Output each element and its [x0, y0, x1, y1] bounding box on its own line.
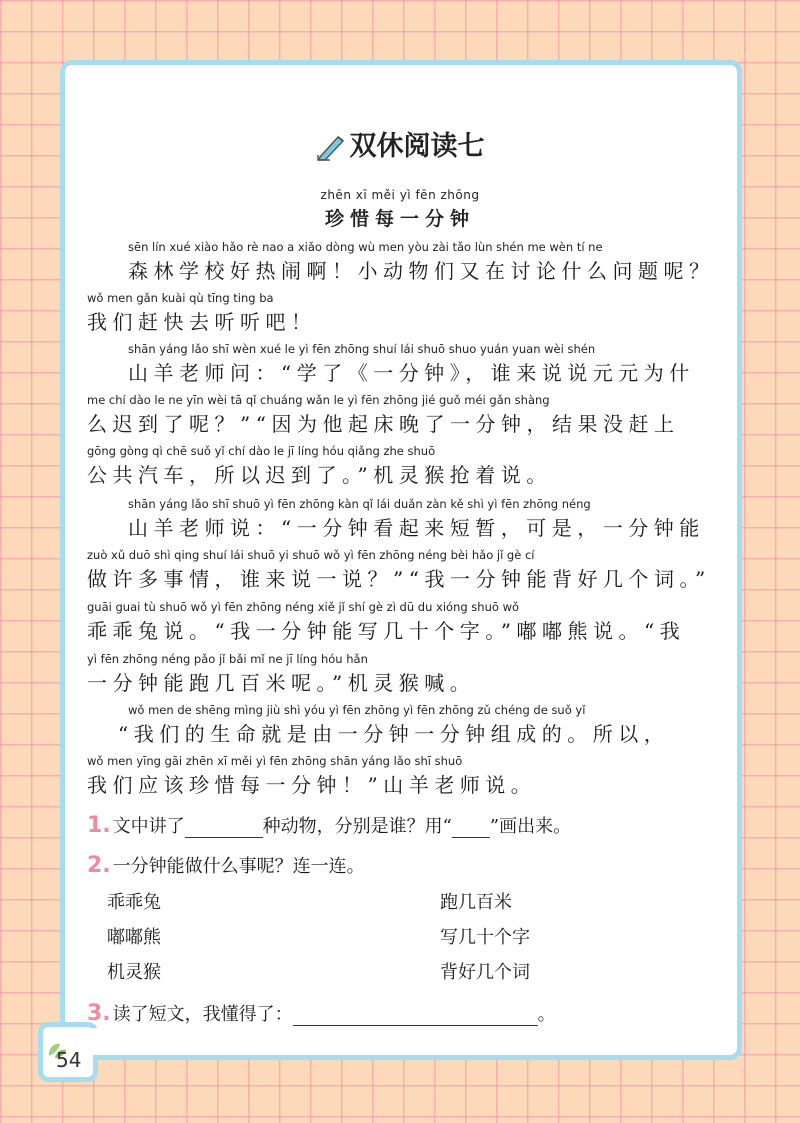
- pinyin-line: zuò xǔ duō shì qing shuí lái shuō yi shuō wǒ yì fēn zhōng néng bèi hǎo jǐ gè cí: [87, 548, 535, 562]
- story-line: 做许多事情，谁来说一说？”“我一分钟能背好几个词。”: [87, 567, 711, 591]
- story-line: 山羊老师说：“一分钟看起来短暂，可是，一分钟能: [128, 516, 705, 540]
- match-left-item[interactable]: 嘟嘟熊: [107, 927, 161, 948]
- pinyin-line: sēn lín xué xiào hǎo rè nao a xiǎo dòng wù men yòu zài tǎo lùn shén me wèn tí ne: [128, 240, 603, 254]
- story-title-pinyin: zhēn xī měi yì fēn zhōng: [320, 188, 480, 202]
- question-number: 2.: [87, 853, 111, 878]
- pinyin-line: gōng gòng qì chē suǒ yǐ chí dào le jī líng hóu qiǎng zhe shuō: [87, 444, 436, 458]
- story-line: 森林学校好热闹啊！小动物们又在讨论什么问题呢？: [128, 259, 715, 283]
- page-title: [0, 124, 800, 163]
- story-line: 我们应该珍惜每一分钟！”山羊老师说。: [87, 773, 537, 797]
- page-title-text: 双休阅读七: [349, 131, 485, 162]
- pinyin-line: guāi guai tù shuō wǒ yì fēn zhōng néng xiě jǐ shí gè zì dū du xióng shuō wǒ: [87, 600, 520, 614]
- pinyin-line: shān yáng lǎo shī shuō yì fēn zhōng kàn qǐ lái duǎn zàn kě shì yì fēn zhōng néng: [128, 497, 591, 511]
- question-1: 1. 文中讲了 种动物，分别是谁？用“ ”画出来。: [87, 813, 572, 838]
- pinyin-line: shān yáng lǎo shī wèn xué le yì fēn zhōng shuí lái shuō shuo yuán yuan wèi shén: [128, 342, 596, 356]
- match-right-item[interactable]: 背好几个词: [440, 962, 530, 983]
- question-number: 1.: [87, 813, 111, 838]
- count-answer-blank[interactable]: [185, 819, 263, 838]
- pinyin-line: wǒ men gǎn kuài qù tīng ting ba: [87, 291, 274, 305]
- question-2: 2. 一分钟能做什么事呢？连一连。: [87, 853, 365, 878]
- pencil-icon: [316, 133, 346, 161]
- pinyin-line: wǒ men yīng gāi zhēn xī měi yì fēn zhōng shān yáng lǎo shī shuō: [87, 754, 463, 768]
- match-left-item[interactable]: 机灵猴: [107, 962, 161, 983]
- underline-sample: [452, 819, 490, 838]
- story-line: 一分钟能跑几百米呢。”机灵猴喊。: [87, 671, 476, 695]
- story-line: “我们的生命就是由一分钟一分钟组成的。所以，: [118, 722, 670, 746]
- story-line: 么迟到了呢？”“因为他起床晚了一分钟，结果没赶上: [87, 412, 680, 436]
- match-right-item[interactable]: 写几十个字: [440, 927, 530, 948]
- story-line: 山羊老师问：“学了《一分钟》，谁来说说元元为什: [128, 361, 695, 385]
- story-title: 珍惜每一分钟: [324, 208, 475, 230]
- pinyin-line: yì fēn zhōng néng pǎo jǐ bǎi mǐ ne jī líng hóu hǎn: [87, 652, 368, 666]
- question-3: 3. 读了短文，我懂得了： 。: [87, 1001, 556, 1026]
- question-number: 3.: [87, 1001, 111, 1026]
- story-line: 公共汽车，所以迟到了。”机灵猴抢着说。: [87, 463, 552, 487]
- match-right-item[interactable]: 跑几百米: [440, 892, 512, 913]
- story-line: 乖乖兔说。“我一分钟能写几十个字。”嘟嘟熊说。“我: [87, 619, 686, 643]
- pinyin-line: wǒ men de shēng mìng jiù shì yóu yì fēn zhōng yì fēn zhōng zǔ chéng de suǒ yǐ: [128, 703, 586, 717]
- story-line: 我们赶快去听听吧！: [87, 310, 317, 334]
- pinyin-line: me chí dào le ne yīn wèi tā qǐ chuáng wǎn le yì fēn zhōng jié guǒ méi gǎn shàng: [87, 393, 550, 407]
- understanding-answer-blank[interactable]: [293, 1007, 538, 1026]
- page-number: 54: [56, 1048, 82, 1072]
- match-left-item[interactable]: 乖乖兔: [107, 892, 161, 913]
